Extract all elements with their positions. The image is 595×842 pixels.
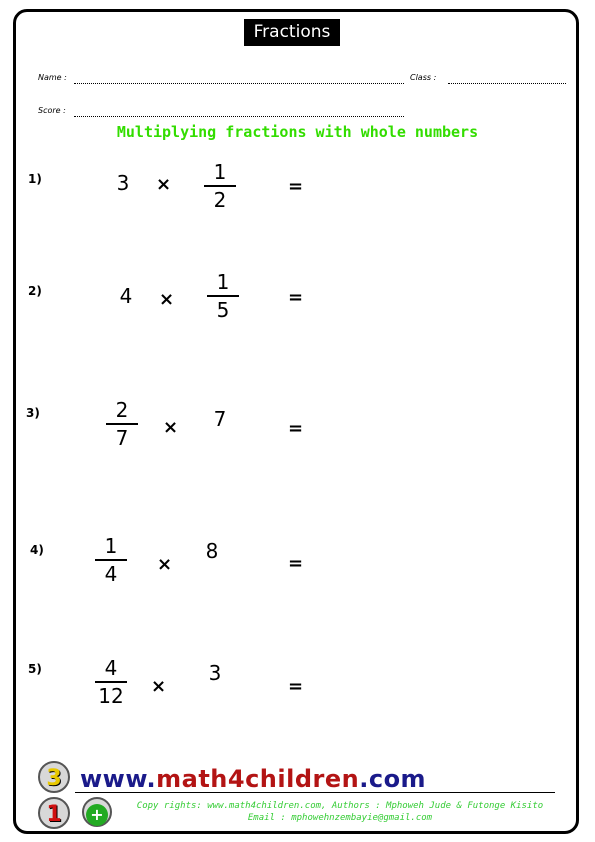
plus-sign: + xyxy=(86,804,108,826)
fraction-bar xyxy=(106,423,138,425)
fraction-bar xyxy=(95,559,127,561)
score-field[interactable] xyxy=(74,116,404,117)
question-number: 2) xyxy=(28,284,42,298)
numerator: 2 xyxy=(115,398,129,422)
page-title: Fractions xyxy=(244,19,340,46)
site-tld: .com xyxy=(359,765,427,793)
whole-number: 7 xyxy=(213,407,227,431)
fraction-bar xyxy=(207,295,239,297)
fraction-bar xyxy=(204,185,236,187)
whole-number: 3 xyxy=(208,661,222,685)
badge-3-icon: 3 xyxy=(38,761,70,793)
equals-sign: = xyxy=(288,176,304,197)
site-www: www. xyxy=(80,765,157,793)
fraction-bar xyxy=(95,681,127,683)
fraction xyxy=(93,656,129,708)
numerator: 1 xyxy=(213,160,227,184)
numerator: 1 xyxy=(216,270,230,294)
fraction xyxy=(205,270,241,322)
badge-1-icon: 1 xyxy=(38,797,70,829)
name-field[interactable] xyxy=(74,83,404,84)
copyright-text: Copy rights: www.math4children.com, Authors : Mphoweh Jude & Futonge Kisito xyxy=(136,801,544,811)
numerator: 4 xyxy=(104,656,118,680)
score-label: Score : xyxy=(38,106,66,115)
footer-divider xyxy=(75,792,555,793)
site-logo xyxy=(80,765,426,793)
class-field[interactable] xyxy=(448,83,566,84)
denominator: 7 xyxy=(115,426,129,450)
question-number: 5) xyxy=(28,662,42,676)
equals-sign: = xyxy=(288,287,304,308)
multiply-sign: × xyxy=(156,174,172,195)
question-number: 3) xyxy=(26,406,40,420)
denominator: 4 xyxy=(104,562,118,586)
worksheet-subtitle: Multiplying fractions with whole numbers xyxy=(116,123,479,141)
whole-number: 3 xyxy=(116,171,130,195)
question-number: 4) xyxy=(30,543,44,557)
denominator: 5 xyxy=(216,298,230,322)
numerator: 1 xyxy=(104,534,118,558)
equals-sign: = xyxy=(288,553,304,574)
email-text: Email : mphowehnzembayie@gmail.com xyxy=(247,813,433,823)
denominator: 12 xyxy=(98,684,124,708)
multiply-sign: × xyxy=(157,554,173,575)
fraction xyxy=(93,534,129,586)
name-label: Name : xyxy=(38,73,67,82)
equals-sign: = xyxy=(288,676,304,697)
whole-number: 4 xyxy=(119,284,133,308)
multiply-sign: × xyxy=(151,676,167,697)
class-label: Class : xyxy=(410,73,437,82)
site-name: math4children xyxy=(156,765,360,793)
whole-number: 8 xyxy=(205,539,219,563)
denominator: 2 xyxy=(213,188,227,212)
multiply-sign: × xyxy=(159,289,175,310)
fraction xyxy=(104,398,140,450)
equals-sign: = xyxy=(288,418,304,439)
question-number: 1) xyxy=(28,172,42,186)
plus-icon xyxy=(82,797,112,827)
multiply-sign: × xyxy=(163,417,179,438)
fraction xyxy=(202,160,238,212)
